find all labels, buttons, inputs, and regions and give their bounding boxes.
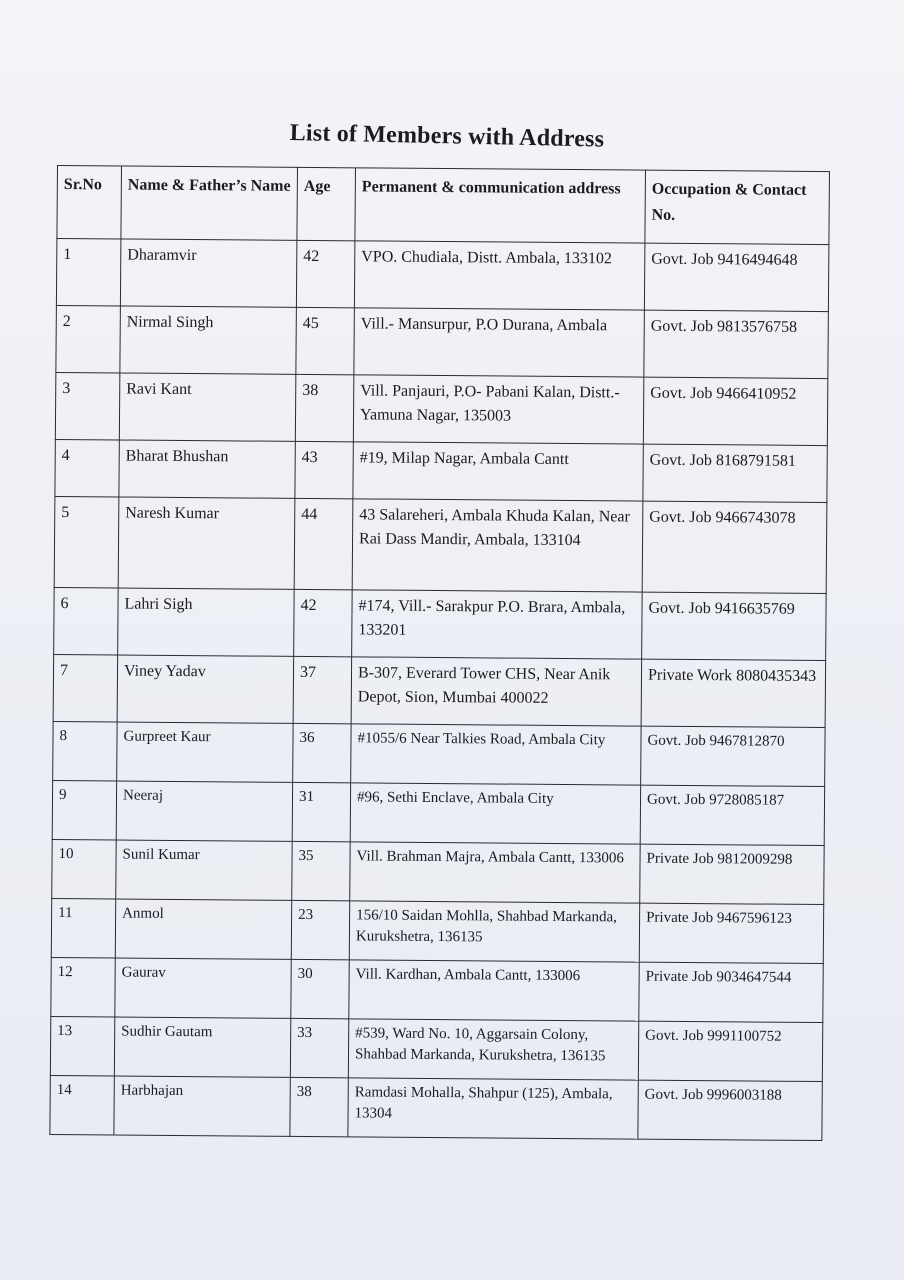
cell-address: B-307, Everard Tower CHS, Near Anik Depot, Sion, Mumbai 400022 — [351, 657, 642, 726]
cell-sr-no: 9 — [52, 780, 116, 840]
table-row — [50, 1016, 822, 1081]
header-address: Permanent & communication address — [355, 168, 646, 243]
members-table — [49, 165, 830, 1141]
cell-sr-no: 12 — [51, 957, 115, 1017]
cell-address: 156/10 Saidan Mohlla, Shahbad Markanda, Kurukshetra, 136135 — [349, 901, 639, 962]
cell-age: 36 — [293, 723, 351, 782]
cell-name: Viney Yadav — [117, 655, 294, 723]
cell-sr-no: 10 — [52, 839, 116, 899]
cell-age: 30 — [291, 959, 349, 1018]
cell-address: Vill. Brahman Majra, Ambala Cantt, 133006 — [350, 842, 640, 903]
cell-sr-no: 8 — [53, 721, 117, 781]
cell-sr-no: 14 — [50, 1075, 114, 1135]
cell-name: Ravi Kant — [119, 373, 296, 441]
cell-age: 38 — [295, 374, 354, 441]
cell-occupation: Govt. Job 9991100752 — [638, 1021, 822, 1081]
table-row — [51, 898, 823, 963]
cell-sr-no: 1 — [56, 239, 121, 307]
cell-age: 38 — [290, 1077, 348, 1136]
cell-sr-no: 5 — [54, 496, 119, 587]
cell-age: 33 — [290, 1018, 348, 1077]
table-row — [53, 721, 825, 786]
cell-occupation: Govt. Job 9416494648 — [644, 243, 829, 311]
table-row — [51, 957, 823, 1022]
cell-occupation: Govt. Job 9728085187 — [640, 785, 824, 845]
cell-address: #96, Sethi Enclave, Ambala City — [350, 783, 640, 844]
table-row — [55, 439, 827, 502]
document-title: List of Members with Address — [289, 120, 605, 153]
table-row — [50, 1075, 822, 1140]
cell-address: 43 Salareheri, Ambala Khuda Kalan, Near Rai Dass Mandir, Ambala, 133104 — [352, 499, 643, 592]
cell-sr-no: 6 — [54, 587, 119, 655]
cell-occupation: Govt. Job 9813576758 — [644, 310, 829, 378]
cell-occupation: Private Work 8080435343 — [641, 659, 826, 727]
cell-occupation: Govt. Job 9996003188 — [638, 1080, 822, 1140]
cell-name: Dharamvir — [120, 239, 297, 307]
cell-address: #539, Ward No. 10, Aggarsain Colony, Shahbad Markanda, Kurukshetra, 136135 — [348, 1019, 638, 1080]
table-row — [54, 587, 827, 660]
cell-age: 44 — [294, 498, 353, 589]
cell-occupation: Govt. Job 9466743078 — [642, 501, 827, 593]
header-age: Age — [297, 167, 356, 240]
table-row — [56, 239, 829, 312]
cell-occupation: Govt. Job 9467812870 — [641, 726, 825, 786]
cell-address: #1055/6 Near Talkies Road, Ambala City — [351, 724, 641, 785]
cell-sr-no: 7 — [53, 654, 118, 722]
cell-name: Nirmal Singh — [120, 306, 297, 374]
cell-occupation: Private Job 9812009298 — [640, 844, 824, 904]
table-row — [55, 372, 828, 445]
cell-name: Neeraj — [116, 781, 292, 841]
header-sr-no: Sr.No — [57, 166, 122, 240]
cell-name: Gurpreet Kaur — [117, 722, 293, 782]
table-row — [53, 654, 826, 727]
cell-name: Gaurav — [115, 958, 291, 1018]
cell-address: Vill. Kardhan, Ambala Cantt, 133006 — [349, 960, 639, 1021]
header-occupation: Occupation & Contact No. — [645, 170, 830, 244]
cell-name: Harbhajan — [114, 1076, 290, 1136]
cell-occupation: Govt. Job 8168791581 — [643, 444, 827, 502]
cell-age: 23 — [291, 900, 349, 959]
table-row — [52, 839, 824, 904]
cell-address: VPO. Chudiala, Distt. Ambala, 133102 — [354, 241, 645, 310]
cell-address: Vill.- Mansurpur, P.O Durana, Ambala — [354, 308, 645, 377]
header-name: Name & Father’s Name — [121, 166, 298, 240]
cell-sr-no: 4 — [55, 439, 119, 497]
cell-age: 43 — [295, 441, 353, 498]
members-table-container — [49, 165, 829, 1141]
cell-age: 37 — [293, 656, 352, 723]
cell-address: #19, Milap Nagar, Ambala Cantt — [353, 442, 643, 501]
cell-occupation: Private Job 9034647544 — [639, 962, 823, 1022]
cell-age: 35 — [292, 841, 350, 900]
cell-name: Sudhir Gautam — [114, 1017, 290, 1077]
cell-name: Naresh Kumar — [118, 497, 295, 589]
cell-age: 42 — [294, 589, 353, 656]
cell-age: 42 — [296, 240, 355, 307]
table-row — [56, 305, 829, 378]
cell-age: 31 — [292, 782, 350, 841]
cell-name: Bharat Bhushan — [119, 440, 295, 498]
table-row — [52, 780, 824, 845]
table-row — [54, 496, 827, 593]
cell-address: Vill. Panjauri, P.O- Pabani Kalan, Distt.- Yamuna Nagar, 135003 — [353, 375, 644, 444]
cell-sr-no: 11 — [51, 898, 115, 958]
cell-age: 45 — [296, 307, 355, 374]
cell-sr-no: 3 — [55, 372, 120, 440]
cell-address: #174, Vill.- Sarakpur P.O. Brara, Ambala, 133201 — [352, 590, 643, 659]
cell-name: Anmol — [115, 899, 291, 959]
table-header-row — [57, 166, 830, 245]
cell-name: Lahri Sigh — [118, 588, 295, 656]
cell-occupation: Private Job 9467596123 — [639, 903, 823, 963]
cell-occupation: Govt. Job 9416635769 — [642, 592, 827, 660]
cell-sr-no: 13 — [50, 1016, 114, 1076]
cell-address: Ramdasi Mohalla, Shahpur (125), Ambala, 13304 — [348, 1078, 638, 1139]
cell-name: Sunil Kumar — [116, 840, 292, 900]
cell-sr-no: 2 — [56, 305, 121, 373]
cell-occupation: Govt. Job 9466410952 — [643, 377, 828, 445]
